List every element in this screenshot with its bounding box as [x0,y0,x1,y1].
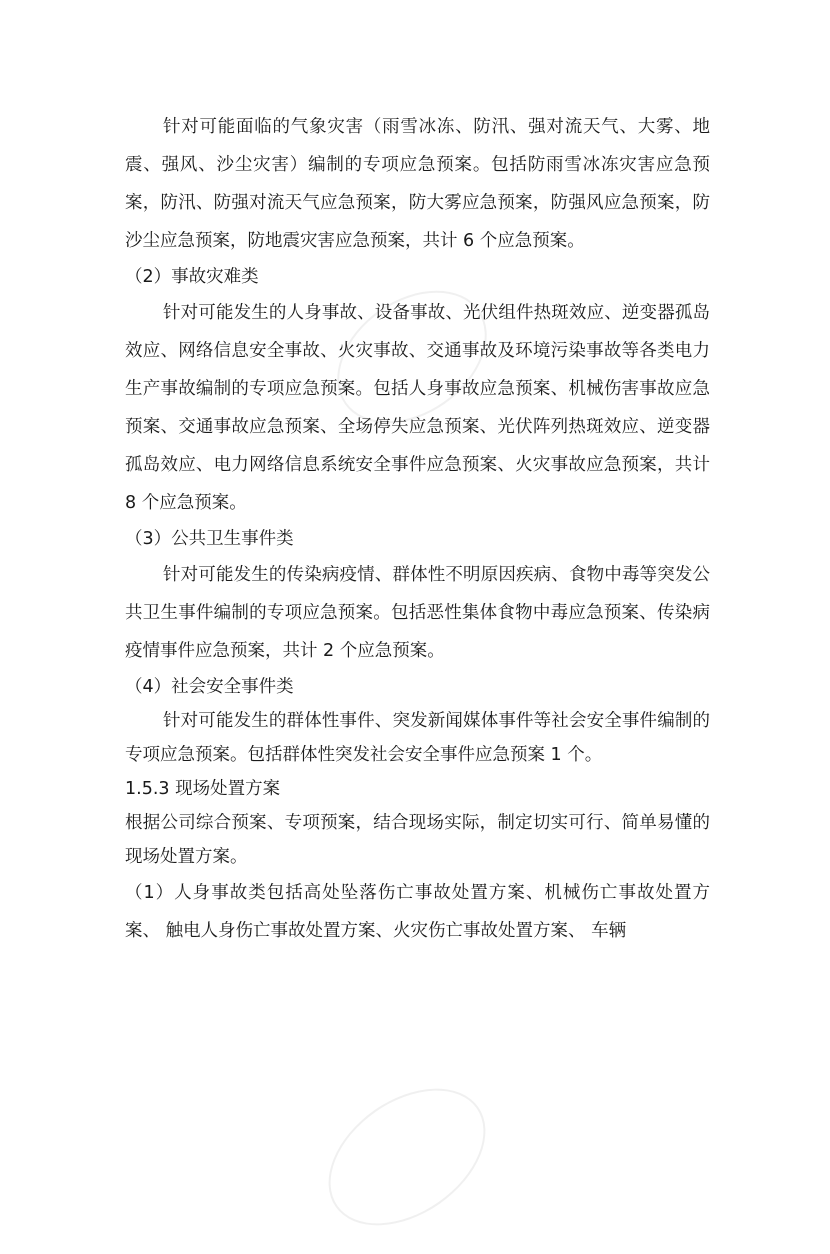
section-heading-public-health: （3）公共卫生事件类 [125,529,294,549]
watermark-stamp [303,1060,511,1253]
paragraph-social-security: 针对可能发生的群体性事件、突发新闻媒体事件等社会安全事件编制的专项应急预案。包括群体性突发社会安全事件应急预案 1 个。 [125,711,710,765]
document-body [125,108,710,950]
section-heading-onsite-plan: 1.5.3 现场处置方案 [125,779,281,799]
paragraph-public-health: 针对可能发生的传染病疫情、群体性不明原因疾病、食物中毒等突发公共卫生事件编制的专项应急预案。包括恶性集体食物中毒应急预案、传染病疫情事件应急预案，共计 2 个应急预案。 [125,565,710,661]
section-heading-social-security: （4）社会安全事件类 [125,677,294,697]
paragraph-accident-disasters: 针对可能发生的人身事故、设备事故、光伏组件热斑效应、逆变器孤岛效应、网络信息安全事故、火灾事故、交通事故及环境污染事故等各类电力生产事故编制的专项应急预案。包括人身事故应急预案、机械伤害事故应急预案、交通事故应急预案、全场停失应急预案、光伏阵列热斑效应、逆变器孤岛效应、电力网络信息系统安全事件应急预案、火灾事故应急预案，共计 8 个应急预案。 [125,303,710,513]
paragraph-personal-accidents: （1）人身事故类包括高处坠落伤亡事故处置方案、机械伤亡事故处置方案、 触电人身伤亡事故处置方案、火灾伤亡事故处置方案、 车辆 [125,883,710,941]
paragraph-meteorological-disasters: 针对可能面临的气象灾害（雨雪冰冻、防汛、强对流天气、大雾、地震、强风、沙尘灾害）编制的专项应急预案。包括防雨雪冰冻灾害应急预案，防汛、防强对流天气应急预案，防大雾应急预案，防强风应急预案，防沙尘应急预案，防地震灾害应急预案，共计 6 个应急预案。 [125,117,710,251]
section-heading-accident-disasters: （2）事故灾难类 [125,267,259,287]
paragraph-onsite-plan: 根据公司综合预案、专项预案，结合现场实际，制定切实可行、简单易懂的现场处置方案。 [125,813,710,867]
